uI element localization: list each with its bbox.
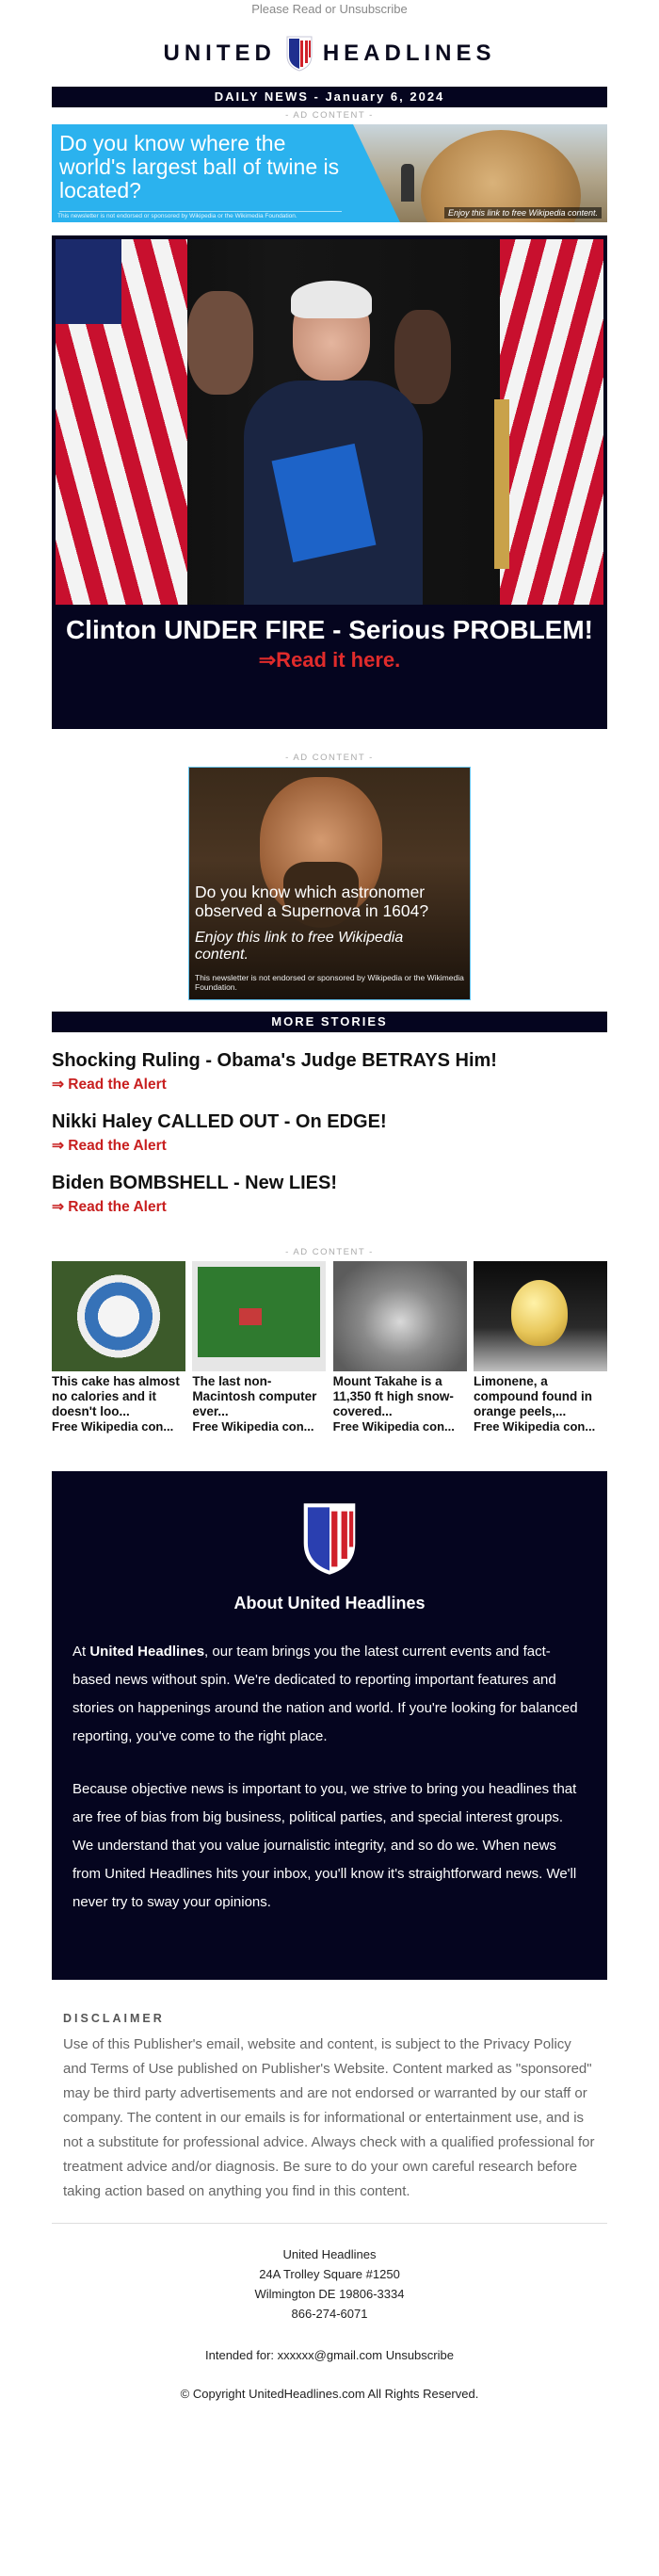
- story-title[interactable]: Nikki Haley CALLED OUT - On EDGE!: [52, 1111, 387, 1132]
- tile-source[interactable]: Free Wikipedia con...: [473, 1419, 596, 1434]
- brand-word-right: HEADLINES: [322, 41, 496, 66]
- disclaimer-heading: DISCLAIMER: [63, 2012, 165, 2025]
- about-p1-rest: , our team brings you the latest current events and fact-based news without spin. We're dedicated to reporting important features and stories on happenings around the nation and world. If you're looking for balanced reporting, you've come to the right place.: [72, 1644, 578, 1744]
- story-title[interactable]: Shocking Ruling - Obama's Judge BETRAYS Him!: [52, 1050, 497, 1071]
- ad-label-2: - AD CONTENT -: [285, 753, 374, 763]
- disclaimer-text: Use of this Publisher's email, website and content, is subject to the Privacy Policy and Terms of Use published on Publisher's Website. Content marked as "sponsored" may be third party advertisements and are not endorsed or warranted by our staff or company. The content in our emails is for informational or entertainment use, and is not a substitute for professional advice. Always check with a qualified professional for treatment advice and/or diagnosis. Be sure to do your own careful research before taking action based on anything you find in this content.: [63, 2036, 595, 2199]
- hero-read-link[interactable]: ⇒Read it here.: [258, 648, 401, 672]
- unsubscribe-link[interactable]: Unsubscribe: [385, 2348, 454, 2362]
- intended-email: xxxxxx@gmail.com: [277, 2348, 383, 2362]
- about-section: [52, 1471, 607, 1980]
- flag-left-image: [56, 239, 187, 605]
- ad-tiles: [52, 1261, 607, 1434]
- footer-address-line-2: Wilmington DE 19806-3334: [254, 2287, 405, 2301]
- ad-tile[interactable]: [333, 1261, 467, 1434]
- tile-caption[interactable]: Limonene, a compound found in orange peels,...: [473, 1374, 592, 1418]
- date-bar: DAILY NEWS - January 6, 2024: [52, 87, 607, 107]
- story-alert-link[interactable]: ⇒ Read the Alert: [52, 1077, 167, 1093]
- ad-enjoy-link[interactable]: Enjoy this link to free Wikipedia content.: [444, 207, 602, 219]
- preheader-link[interactable]: [0, 0, 659, 21]
- tile-source[interactable]: Free Wikipedia con...: [192, 1419, 314, 1434]
- story-item[interactable]: [52, 1110, 607, 1155]
- footer-phone: 866-274-6071: [291, 2307, 368, 2321]
- lemon-image[interactable]: [474, 1261, 607, 1371]
- mountain-image[interactable]: [333, 1261, 467, 1371]
- tile-caption[interactable]: The last non-Macintosh computer ever...: [192, 1374, 317, 1418]
- ad-label-1: - AD CONTENT -: [285, 110, 374, 121]
- ad2-fine-print: This newsletter is not endorsed or sponsored by Wikipedia or the Wikimedia Foundation.: [195, 973, 464, 992]
- hero-headline[interactable]: Clinton UNDER FIRE - Serious PROBLEM!: [66, 615, 593, 644]
- ad-tile[interactable]: [52, 1261, 185, 1434]
- about-paragraph-1: [72, 1638, 587, 1751]
- story-title[interactable]: Biden BOMBSHELL - New LIES!: [52, 1173, 337, 1193]
- ad-section-3: [52, 1244, 607, 1434]
- tile-caption[interactable]: This cake has almost no calories and it doesn't loo...: [52, 1374, 180, 1418]
- copyright-line: © Copyright UnitedHeadlines.com All Rights Reserved.: [180, 2387, 479, 2401]
- flag-right-image: [500, 239, 603, 605]
- about-p1-prefix: At: [72, 1644, 90, 1660]
- ad-question: Do you know where the world's largest ball of twine is located?: [59, 131, 340, 203]
- tile-source[interactable]: Free Wikipedia con...: [332, 1419, 455, 1434]
- cake-image[interactable]: [52, 1261, 185, 1371]
- intended-prefix: Intended for:: [205, 2348, 278, 2362]
- more-stories-bar: MORE STORIES: [52, 1012, 607, 1032]
- circuit-board-image[interactable]: [192, 1261, 326, 1371]
- hero-story[interactable]: [52, 235, 607, 729]
- brand-word-left: UNITED: [163, 41, 276, 66]
- ad-banner-twine[interactable]: [52, 124, 607, 222]
- ad-tile[interactable]: [192, 1261, 326, 1434]
- tile-caption[interactable]: Mount Takahe is a 11,350 ft high snow-covered...: [332, 1374, 454, 1418]
- ad-section-2: [52, 750, 607, 1000]
- intended-for-line: [52, 2348, 607, 2362]
- ad2-question: Do you know which astronomer observed a Supernova in 1604?: [195, 883, 429, 920]
- ad-astronomer[interactable]: [188, 767, 471, 1000]
- ad-tile[interactable]: [474, 1261, 607, 1434]
- about-paragraph-2: Because objective news is important to you, we strive to bring you headlines that are free of bias from big business, political parties, and special interest groups. We understand that you value journalistic integrity, and so do we. When news from United Headlines hits your inbox, you'll know it's straightforward news. We'll never try to sway your opinions.: [72, 1781, 577, 1910]
- story-item[interactable]: [52, 1172, 607, 1216]
- main-column: [52, 87, 607, 2401]
- ad2-enjoy-link[interactable]: Enjoy this link to free Wikipedia content.: [195, 930, 404, 963]
- brand-logo[interactable]: [0, 21, 659, 87]
- tile-source[interactable]: Free Wikipedia con...: [52, 1419, 174, 1434]
- disclaimer-section: [52, 2012, 607, 2204]
- footer-divider: [52, 2223, 607, 2224]
- about-title: About United Headlines: [233, 1594, 426, 1612]
- hero-photo[interactable]: [56, 239, 603, 605]
- about-logo: [72, 1499, 587, 1584]
- ad-fine-print: This newsletter is not endorsed or sponsored by Wikipedia or the Wikimedia Foundation.: [57, 213, 297, 219]
- footer-address-line-1: 24A Trolley Square #1250: [259, 2267, 400, 2281]
- ad-rule: [59, 211, 342, 212]
- ad-label-3: - AD CONTENT -: [285, 1247, 374, 1257]
- story-item[interactable]: [52, 1049, 607, 1094]
- footer-company-name: United Headlines: [282, 2247, 377, 2261]
- shield-logo-icon: [285, 35, 313, 73]
- shield-logo-icon: [299, 1499, 360, 1579]
- person-silhouette: [401, 164, 414, 202]
- about-brand-name: United Headlines: [89, 1644, 205, 1660]
- preheader-text[interactable]: Please Read or Unsubscribe: [251, 2, 408, 16]
- main-figure: [244, 286, 423, 605]
- story-alert-link[interactable]: ⇒ Read the Alert: [52, 1199, 167, 1215]
- footer-address: [52, 2244, 607, 2324]
- story-alert-link[interactable]: ⇒ Read the Alert: [52, 1138, 167, 1154]
